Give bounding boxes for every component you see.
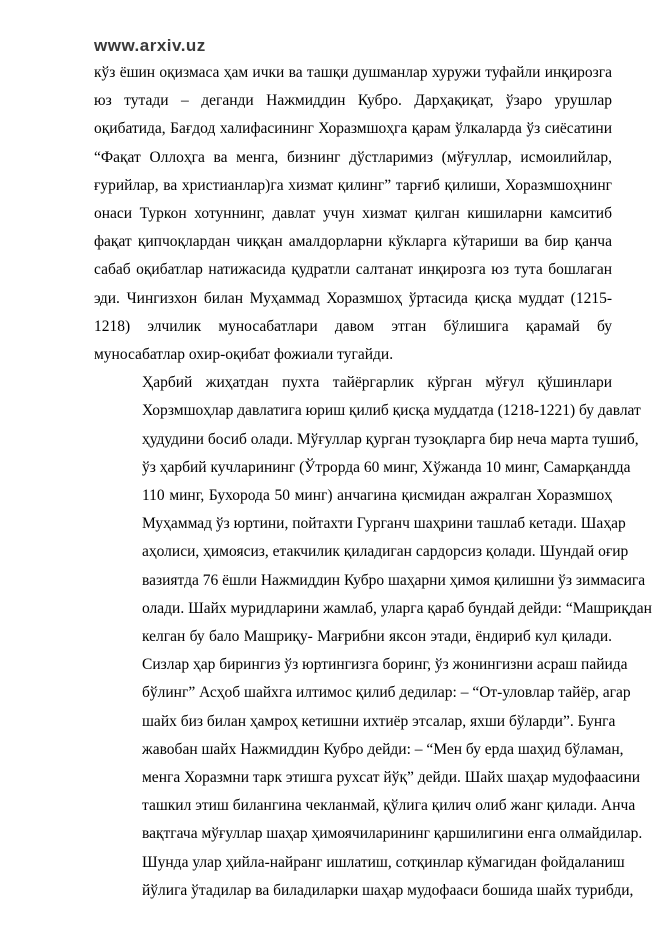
text-line: олади. Шайх муридларини жамлаб, уларга қараб бундай дейди: “Машриқдан xyxy=(142,599,652,617)
watermark-text: www.arxiv.uz xyxy=(94,36,206,55)
text-line: вақтгача мўғуллар шаҳар ҳимоячиларининг қаршилигини енга олмайдилар. xyxy=(142,825,643,843)
text-line: кўз ёшин оқизмаса ҳам ички ва ташқи душманлар хуружи туфайли инқирозга xyxy=(94,64,612,81)
text-line: ҳудудини босиб олади. Мўғуллар қурган тузоқларга бир неча марта тушиб, xyxy=(142,430,639,448)
text-line: ташкил этиш билангина чекланмай, қўлига қилич олиб жанг қилади. Анча xyxy=(142,797,636,815)
paragraph xyxy=(94,59,612,369)
text-line: ўз ҳарбий кучларининг (Ўтрорда 60 минг, Хўжанда 10 минг, Самарқандда xyxy=(142,458,631,476)
text-line: Ҳарбий жиҳатдан пухта тайёргарлик кўрган мўғул қўшинлари xyxy=(142,374,612,392)
text-line: эди. Чингизхон билан Муҳаммад Хоразмшоҳ ўртасида қисқа муддат (1215- xyxy=(94,289,612,307)
text-line: “Фақат Оллоҳга ва менга, бизнинг дўстларимиз (мўғуллар, исмоилийлар, xyxy=(94,148,612,166)
text-line: Шунда улар ҳийла-найранг ишлатиш, сотқинлар кўмагидан фойдаланиш xyxy=(142,853,625,871)
text-line: Муҳаммад ўз юртини, пойтахти Гурганч шаҳрини ташлаб кетади. Шаҳар xyxy=(142,515,626,533)
text-line: вазиятда 76 ёшли Нажмиддин Кубро шаҳарни ҳимоя қилишни ўз зиммасига xyxy=(142,571,646,589)
text-line: менга Хоразмни тарк этишга рухсат йўқ” дейди. Шайх шаҳар мудофаасини xyxy=(142,769,641,787)
text-line: сабаб оқибатлар натижасида қудратли салтанат инқирозга юз тута бошлаган xyxy=(94,261,612,279)
text-line: муносабатлар охир-оқибат фожиали тугайди. xyxy=(94,346,394,364)
text-line: йўлига ўтадилар ва биладиларки шаҳар мудофааси бошида шайх турибди, xyxy=(142,881,634,899)
text-line: 110 минг, Бухорода 50 минг) анчагина қисмидан ажралган Хоразмшоҳ xyxy=(142,487,612,505)
text-line: 1218) элчилик муносабатлари давом этган бўлишига қарамай бу xyxy=(94,317,612,335)
document-body xyxy=(94,59,652,905)
text-line: фақат қипчоқлардан чиққан амалдорларни кўкларга кўтариши ва бир қанча xyxy=(94,233,612,251)
text-line: юз тутади – деганди Нажмиддин Кубро. Дарҳақиқат, ўзаро урушлар xyxy=(94,92,612,110)
text-line: жавобан шайх Нажмиддин Кубро дейди: – “Мен бу ерда шаҳид бўламан, xyxy=(142,740,624,758)
text-line: онаси Туркон хотуннинг, давлат учун хизмат қилган кишиларни камситиб xyxy=(94,205,612,223)
text-line: ғурийлар, ва христианлар)га хизмат қилинг” тарғиб қилиши, Хоразмшоҳнинг xyxy=(94,176,612,194)
text-line: Сизлар ҳар бирингиз ўз юртингизга боринг, ўз жонингизни асраш пайида xyxy=(142,656,628,674)
text-line: оқибатида, Бағдод халифасининг Хоразмшоҳга қарам ўлкаларда ўз сиёсатини xyxy=(94,120,612,138)
text-line: аҳолиси, ҳимоясиз, етакчилик қиладиган сардорсиз қолади. Шундай оғир xyxy=(142,543,629,561)
text-line: келган бу бало Машриқу- Мағрибни яксон этади, ёндириб кул қилади. xyxy=(142,628,612,646)
text-line: бўлинг” Асҳоб шайхга илтимос қилиб дедилар: – “От-уловлар тайёр, агар xyxy=(142,684,631,702)
text-line: шайх биз билан ҳамроҳ кетишни ихтиёр этсалар, яхши бўларди”. Бунга xyxy=(142,712,616,730)
paragraph xyxy=(94,369,652,905)
text-line: Хорзмшоҳлар давлатига юриш қилиб қисқа муддатда (1218-1221) бу давлат xyxy=(142,402,641,420)
